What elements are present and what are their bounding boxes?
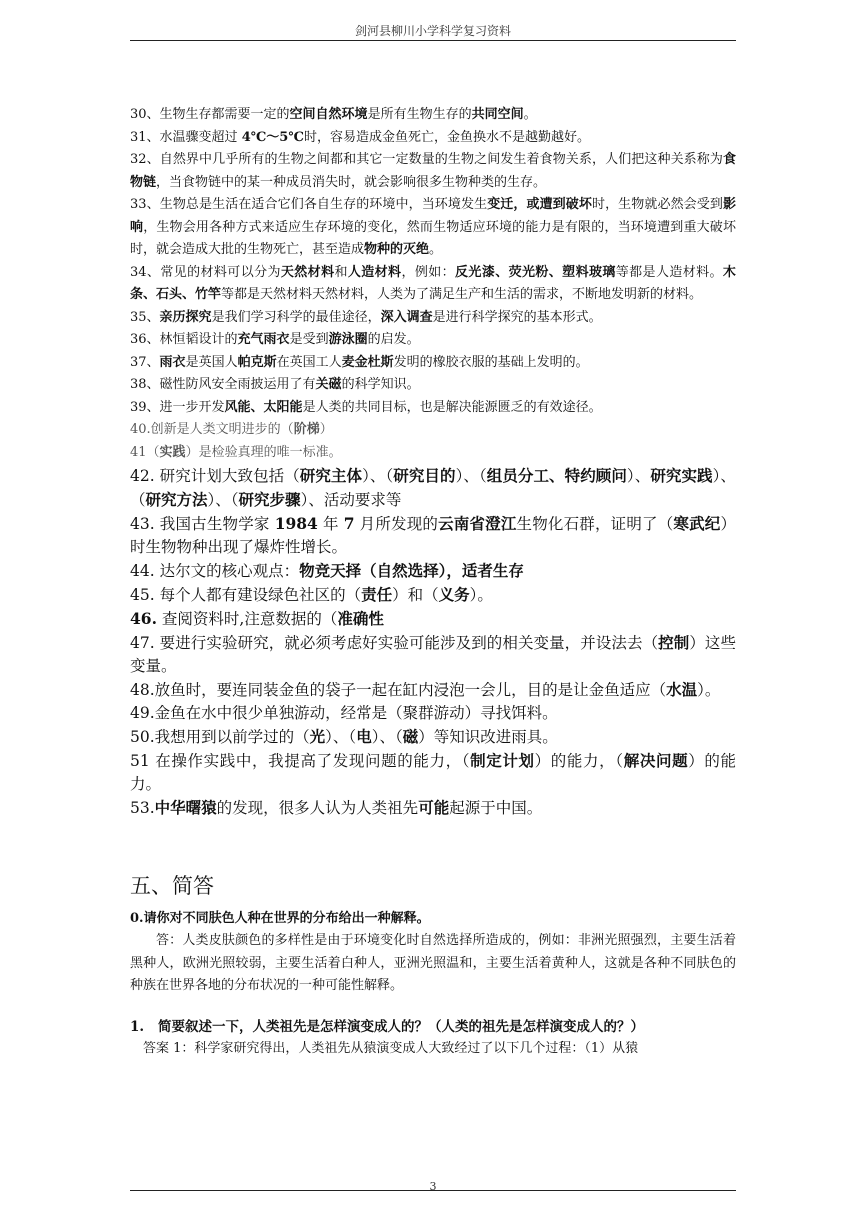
item-text: 生物化石群，证明了（ [516, 515, 674, 533]
item-text: ）、活动要求等 [300, 491, 402, 509]
emphasis-text: 变迁，或遭到破坏 [487, 197, 592, 212]
item-text: 是所有生物生存的 [367, 107, 472, 122]
emphasis-text: 木条、石头、竹竿 [130, 264, 736, 302]
item-text: ，当食物链中的某一种成员消失时，就会影响很多生物种类的生存。 [156, 174, 547, 190]
fact-item [130, 559, 736, 583]
fact-item [130, 262, 736, 307]
item-text: 是进行科学探究的基本形式。 [432, 309, 602, 325]
emphasis-text: 1984 [274, 514, 318, 533]
item-text: 36、林恒韬设计的 [130, 332, 238, 347]
emphasis-text: 风能、太阳能 [224, 399, 303, 415]
emphasis-text: 可能 [418, 798, 450, 817]
fact-item [130, 194, 736, 262]
item-text: ）这些变量。 [130, 634, 736, 675]
fact-item [130, 442, 736, 465]
emphasis-text: 义务 [438, 585, 470, 604]
emphasis-text: 制定计划 [470, 751, 535, 770]
emphasis-text: 充气雨衣 [237, 332, 290, 347]
item-text: 。 [429, 242, 443, 257]
item-text: 44. 达尔文的核心观点： [130, 562, 300, 580]
item-text: 是受到 [289, 332, 329, 347]
item-text: 42. 研究计划大致包括（ [130, 467, 300, 485]
fact-item [130, 749, 736, 796]
item-text: 在英国工人 [276, 354, 342, 370]
emphasis-text: 共同空间 [471, 107, 524, 122]
section-title: 五、简答 [130, 874, 214, 898]
emphasis-text: 游泳圈 [328, 332, 368, 347]
fact-item [130, 374, 736, 397]
item-text: ，生物会用各种方式来适应生存环境的变化，然而生物适应环境的能力是有限的，当环境遭到重大破坏时，就会造成大批的生物死亡，甚至造成 [130, 219, 736, 257]
emphasis-text: 解决问题 [623, 751, 689, 770]
fact-item [130, 796, 736, 820]
emphasis-text: 帕克斯 [237, 354, 277, 370]
emphasis-text: 研究方法 [145, 490, 208, 509]
item-text: 等都是人造材料。 [615, 264, 723, 280]
item-text: 时，容易造成金鱼死亡，金鱼换水不是越勤越好。 [303, 129, 590, 145]
fact-item [130, 702, 736, 725]
emphasis-text: 亲历探究 [159, 309, 212, 325]
item-text: 等都是天然材料天然材料，人类为了满足生产和生活的需求，不断地发明新的材料。 [221, 287, 703, 302]
item-text: ） [319, 422, 333, 437]
fact-item [130, 307, 736, 330]
fact-item [130, 607, 736, 631]
fact-item [130, 631, 736, 678]
item-text: 是人类的共同目标，也是解决能源匮乏的有效途径。 [302, 399, 602, 415]
emphasis-text: 食物链 [130, 152, 736, 190]
fact-item [130, 149, 736, 194]
item-text: ）时生物物种出现了爆炸性增长。 [130, 515, 736, 556]
emphasis-text: 影响 [130, 197, 736, 235]
item-text: 53. [130, 799, 155, 817]
fact-item [130, 329, 736, 352]
item-text: 37、 [130, 354, 160, 370]
emphasis-text: 关磁 [315, 377, 342, 392]
page-header: 剑河县柳川小学科学复习资料 [354, 24, 511, 38]
answer-1: 答案 1：科学家研究得出，人类祖先从猿演变成人大致经过了以下几个过程：（1）从猿 [143, 1040, 639, 1056]
item-text: ）、（ [371, 728, 403, 746]
item-text: ）的能力。 [130, 752, 736, 793]
item-text: 是英国人 [185, 354, 238, 370]
item-text: 41（ [130, 444, 160, 460]
emphasis-text: 中华曙猿 [154, 798, 217, 817]
item-text: ）、（ [207, 491, 239, 509]
emphasis-text: 云南省澄江 [438, 514, 517, 533]
emphasis-text: 研究实践 [650, 466, 713, 485]
answer-0: 答：人类皮肤颜色的多样性是由于环境变化时自然选择所造成的，例如：非洲光照强烈，主要生活着黑种人，欧洲光照较弱，主要生活着白种人，亚洲光照温和，主要生活着黄种人，这就是各种不同肤色的种族在世界各地的分布状况的一种可能性解释。 [130, 933, 736, 993]
emphasis-text: 实践 [159, 444, 186, 460]
header-rule [130, 40, 736, 41]
item-text: ）、（ [455, 467, 487, 485]
item-text: 51 在操作实践中，我提高了发现问题的能力，（ [130, 752, 471, 770]
emphasis-text: 46. [130, 609, 157, 628]
emphasis-text: 责任 [361, 585, 393, 604]
fact-item [130, 512, 736, 559]
emphasis-text: 空间自然环境 [289, 107, 368, 122]
item-text: ）、（ [325, 728, 357, 746]
item-text: ）。 [697, 681, 721, 699]
item-text: ）是检验真理的唯一标准。 [185, 444, 342, 460]
fact-item [130, 678, 736, 702]
emphasis-text: 7 [343, 514, 355, 533]
item-text: ）等知识改进雨具。 [418, 728, 558, 746]
emphasis-text: 麦金杜斯 [341, 354, 394, 370]
emphasis-text: 光 [309, 727, 326, 746]
item-text: ）、（ [362, 467, 394, 485]
item-text: 49.金鱼在水中很少单独游动，经常是（聚群游动）寻找饵料。 [130, 704, 558, 722]
item-text: ）的能力，（ [534, 752, 624, 770]
emphasis-text: 准确性 [337, 609, 384, 628]
emphasis-text: 阶梯 [293, 422, 320, 437]
fact-item [130, 725, 736, 749]
item-text: 的启发。 [367, 332, 420, 347]
fact-item [130, 104, 736, 127]
item-text: 40.创新是人类文明进步的（ [130, 422, 294, 437]
emphasis-text: 物竞天择（自然选择），适者生存 [299, 561, 524, 580]
item-text: 发明的橡胶衣服的基础上发明的。 [393, 354, 589, 370]
item-text: 的发现，很多人认为人类祖先 [216, 799, 419, 817]
item-text: 50.我想用到以前学过的（ [130, 728, 310, 746]
item-text: ）和（ [392, 586, 439, 604]
item-text: ，例如： [401, 264, 456, 280]
emphasis-text: 深入调查 [380, 309, 433, 325]
fact-item [130, 464, 736, 512]
item-text: ）、（ [130, 467, 736, 509]
page-number: 3 [429, 1180, 437, 1193]
question-1-text: 简要叙述一下，人类祖先是怎样演变成人的？（人类的祖先是怎样演变成人的？） [158, 1018, 644, 1035]
fact-item [130, 397, 736, 420]
item-text: 31、水温骤变超过 [130, 129, 242, 145]
item-text: ）。 [469, 586, 493, 604]
item-text: 33、生物总是生活在适合它们各自生存的环境中，当环境发生 [130, 197, 488, 212]
emphasis-text: 物种的灭绝 [364, 242, 430, 257]
item-text: 35、 [130, 309, 160, 325]
item-text: 时，生物就必然会受到 [591, 197, 723, 212]
item-text: 查阅资料时,注意数据的（ [156, 610, 338, 628]
item-text: 的科学知识。 [341, 377, 420, 392]
emphasis-text: 组员分工、特约顾问 [486, 466, 627, 485]
item-text: 39、进一步开发 [130, 399, 225, 415]
fact-item [130, 127, 736, 150]
item-text: 年 [317, 515, 344, 533]
question-1 [130, 1016, 736, 1038]
emphasis-text: 研究目的 [393, 466, 456, 485]
emphasis-text: 人造材料 [347, 264, 402, 280]
item-text: 起源于中国。 [449, 799, 543, 817]
emphasis-text: 电 [356, 727, 372, 746]
item-text: 32、自然界中几乎所有的生物之间都和其它一定数量的生物之间发生着食物关系，人们把这种关系称为 [130, 152, 723, 167]
emphasis-text: 4℃～5℃ [241, 129, 304, 145]
emphasis-text: 雨衣 [159, 354, 186, 370]
emphasis-text: 反光漆、荧光粉、塑料玻璃 [455, 264, 616, 280]
emphasis-text: 寒武纪 [673, 514, 721, 533]
emphasis-text: 水温 [666, 680, 698, 699]
item-text: 45. 每个人都有建设绿色社区的（ [130, 586, 362, 604]
emphasis-text: 研究主体 [299, 466, 363, 485]
item-text: ）、 [626, 467, 651, 485]
item-text: 34、常见的材料可以分为 [130, 264, 281, 280]
emphasis-text: 天然材料 [280, 264, 335, 280]
item-text: 。 [523, 107, 537, 122]
emphasis-text: 研究步骤 [238, 490, 301, 509]
fact-list [130, 104, 736, 820]
fact-item [130, 419, 736, 442]
question-1-number: 1. [130, 1018, 145, 1035]
item-text: 和 [334, 264, 348, 280]
item-text: 43. 我国古生物学家 [130, 515, 275, 533]
emphasis-text: 磁 [402, 727, 419, 746]
fact-item [130, 583, 736, 607]
item-text: 是我们学习科学的最佳途径， [211, 309, 381, 325]
question-0: 0.请你对不同肤色人种在世界的分布给出一种解释。 [130, 911, 430, 926]
item-text: 47. 要进行实验研究，就必须考虑好实验可能涉及到的相关变量，并设法去（ [130, 634, 659, 652]
footer-rule [130, 1190, 736, 1191]
item-text: 月所发现的 [354, 515, 439, 533]
item-text: 30、生物生存都需要一定的 [130, 107, 290, 122]
item-text: 38、磁性防风安全雨披运用了有 [130, 377, 316, 392]
emphasis-text: 控制 [658, 633, 690, 652]
item-text: 48.放鱼时，要连同装金鱼的袋子一起在缸内浸泡一会儿，目的是让金鱼适应（ [130, 681, 667, 699]
page-content [130, 104, 736, 1060]
fact-item [130, 352, 736, 375]
